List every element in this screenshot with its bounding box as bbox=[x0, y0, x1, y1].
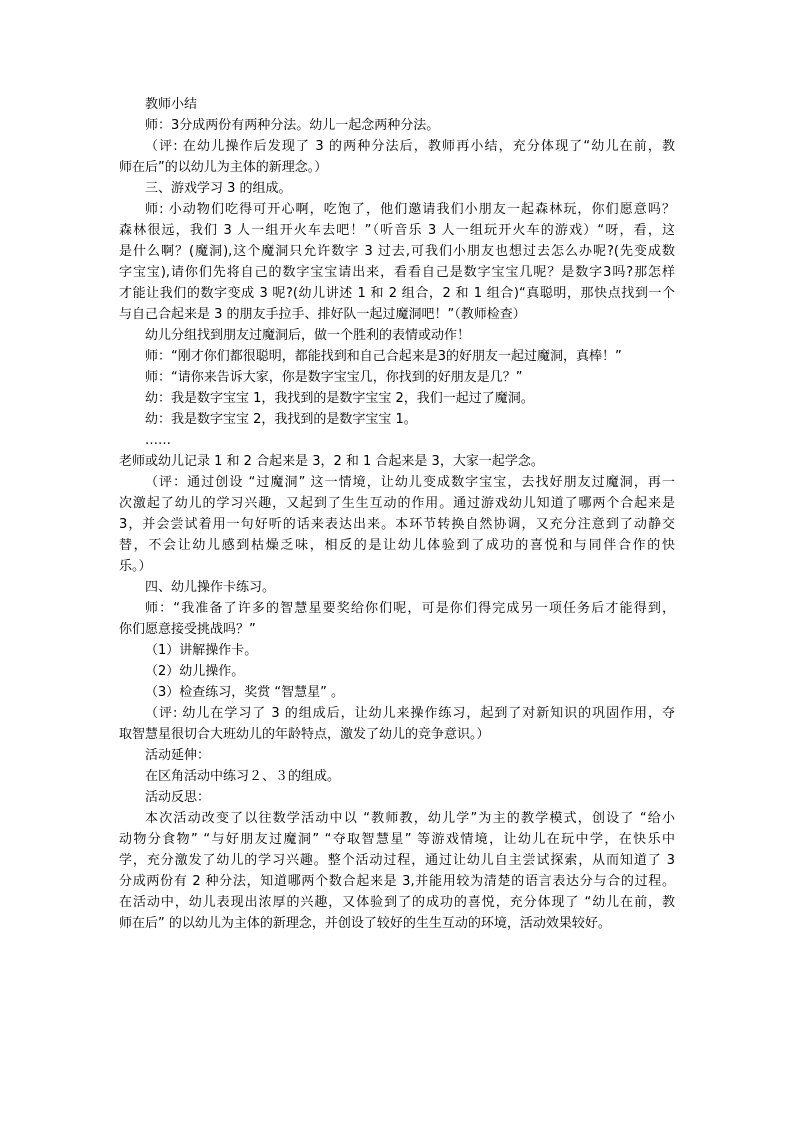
reflection-line: 动物分食物” “与好朋友过魔洞” “夺取智慧星” 等游戏情境，让幼儿在玩中学，在快乐中 bbox=[119, 832, 675, 847]
dialogue-line: 师：“刚才你们都很聪明，都能找到和自己合起来是3的好朋友一起过魔洞，真棒！” bbox=[145, 349, 622, 364]
section-heading: 教师小结 bbox=[145, 97, 198, 112]
text-line: 幼儿分组找到朋友过魔洞后，做一个胜利的表情或动作！ bbox=[145, 328, 471, 343]
section-heading: 四、幼儿操作卡练习。 bbox=[145, 580, 276, 595]
text-line: 师：3分成两份有两种分法。幼儿一起念两种分法。 bbox=[145, 118, 440, 133]
comment-line: 替，不会让幼儿感到枯燥乏味，相反的是让幼儿体验到了成功的喜悦和与同伴合作的快 bbox=[119, 538, 675, 553]
comment-line: 乐。） bbox=[119, 559, 152, 574]
reflection-line: 分成两份有 2 种分法，知道哪两个数合起来是 3,并能用较为清楚的语言表达分与合的过程。 bbox=[119, 874, 675, 889]
dialogue-line: 幼：我是数字宝宝 2，我找到的是数字宝宝 1。 bbox=[145, 412, 417, 427]
dialogue-line: 师：“请你来告诉大家，你是数字宝宝几，你找到的好朋友是几？” bbox=[145, 370, 523, 385]
text-line: 老师或幼儿记录 1 和 2 合起来是 3，2 和 1 合起来是 3，大家一起学念。 bbox=[119, 454, 544, 469]
reflection-line: 学，充分激发了幼儿的学习兴趣。整个活动过程，通过让幼儿自主尝试探索，从而知道了 3 bbox=[119, 853, 675, 868]
dialogue-line: 你们愿意接受挑战吗？” bbox=[119, 622, 256, 637]
section-heading: 活动延伸： bbox=[145, 748, 211, 763]
comment-line: 3，并会尝试着用一句好听的话来表达出来。本环节转换自然协调，又充分注意到了动静交 bbox=[119, 517, 675, 532]
reflection-line: 师在后” 的以幼儿为主体的新理念，并创设了较好的生生互动的环境，活动效果较好。 bbox=[119, 916, 611, 931]
text-line: 师: 小动物们吃得可开心啊，吃饱了，他们邀请我们小朋友一起森林玩，你们愿意吗？ bbox=[145, 202, 675, 217]
text-line: 与自己合起来是 3 的朋友手拉手、排好队一起过魔洞吧！”（教师检查） bbox=[119, 307, 526, 322]
list-item: （2）幼儿操作。 bbox=[145, 664, 245, 679]
text-line: 字宝宝),请你们先将自己的数字宝宝请出来，看看自己是数字宝宝几呢？是数字3吗?那怎样 bbox=[119, 265, 675, 280]
text-line: 在区角活动中练习２、３的组成。 bbox=[145, 769, 341, 784]
reflection-line: 本次活动改变了以往数学活动中以 “教师教，幼儿学”为主的教学模式，创设了 “给小 bbox=[145, 811, 675, 826]
comment-line: （评：通过创设 “过魔洞” 这一情境，让幼儿变成数字宝宝，去找好朋友过魔洞，再一 bbox=[145, 475, 675, 490]
ellipsis-line: …… bbox=[145, 433, 171, 448]
comment-line: （评: 在幼儿操作后发现了 3 的两种分法后，教师再小结，充分体现了“幼儿在前，教 bbox=[145, 139, 675, 154]
comment-line: 师在后”的以幼儿为主体的新理念。） bbox=[119, 160, 328, 175]
section-heading: 活动反思： bbox=[145, 790, 211, 805]
text-line: 才能让我们的数字变成 3 呢?(幼儿讲述 1 和 2 组合，2 和 1 组合)“真聪明，那快点找到一个 bbox=[119, 286, 675, 301]
comment-line: 次激起了幼儿的学习兴趣，又起到了生生互动的作用。通过游戏幼儿知道了哪两个合起来是 bbox=[119, 496, 675, 511]
section-heading: 三、游戏学习 3 的组成。 bbox=[145, 181, 292, 196]
text-line: 森林很远，我们 3 人一组开火车去吧！”（听音乐 3 人一组玩开火车的游戏）“呀，看，这 bbox=[119, 223, 675, 238]
list-item: （1）讲解操作卡。 bbox=[145, 643, 258, 658]
reflection-line: 在活动中，幼儿表现出浓厚的兴趣，又体验到了的成功的喜悦，充分体现了 “幼儿在前，教 bbox=[119, 895, 675, 910]
dialogue-line: 幼：我是数字宝宝 1，我找到的是数字宝宝 2，我们一起过了魔洞。 bbox=[145, 391, 534, 406]
dialogue-line: 师：“我准备了许多的智慧星要奖给你们呢，可是你们得完成另一项任务后才能得到， bbox=[145, 601, 675, 616]
list-item: （3）检查练习，奖赏 “智慧星” 。 bbox=[145, 685, 345, 700]
comment-line: 取智慧星很切合大班幼儿的年龄特点，激发了幼儿的竞争意识。） bbox=[119, 727, 490, 742]
text-line: 是什么啊？(魔洞),这个魔洞只允许数字 3 过去,可我们小朋友也想过去怎么办呢?(先变成数 bbox=[119, 244, 675, 259]
comment-line: （评: 幼儿在学习了 3 的组成后，让幼儿来操作练习，起到了对新知识的巩固作用，夺 bbox=[145, 706, 675, 721]
